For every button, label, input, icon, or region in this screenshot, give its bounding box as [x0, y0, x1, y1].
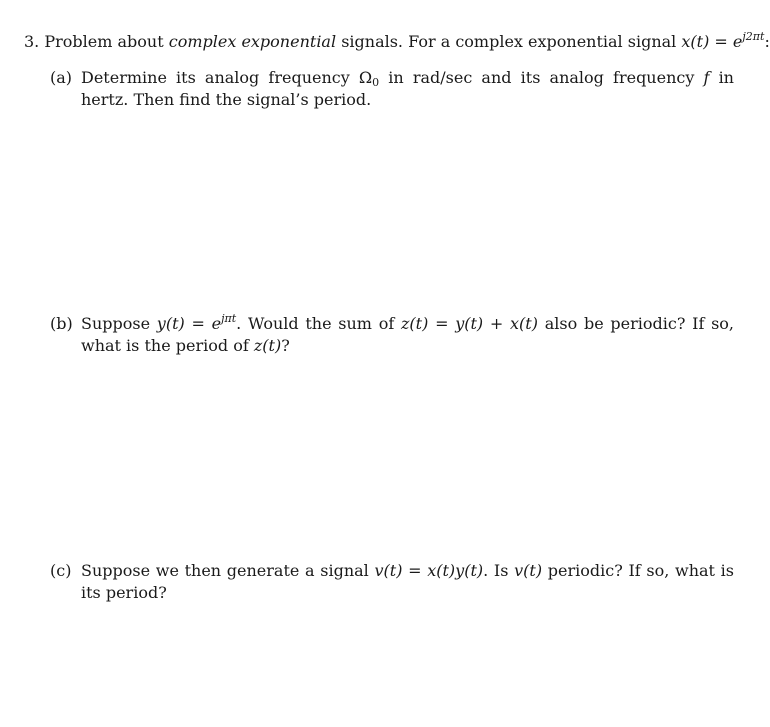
part-a [50, 67, 734, 111]
part-b-text-4: ? [281, 336, 290, 355]
signal-y-base: e [211, 314, 222, 333]
part-a-label: (a) [50, 68, 73, 87]
signal-v: v(t) [374, 561, 403, 580]
problem-intro: Problem about [44, 32, 164, 51]
part-c-text-3: periodic? If so, what is its period? [81, 561, 734, 602]
part-b-text-3: also be periodic? If so, what is the period of [81, 314, 735, 355]
part-b [50, 313, 734, 357]
part-c-text-2: . Is [483, 561, 509, 580]
signal-y-exponent: jπt [221, 312, 237, 325]
omega-symbol [359, 68, 379, 87]
part-c [50, 560, 734, 604]
part-a-text-2: in rad/sec and its analog frequency [388, 68, 695, 87]
signal-equals: = [714, 32, 728, 51]
problem-rest: signals. For a complex exponential signal [341, 32, 677, 51]
problem-emphasis: complex exponential [168, 32, 337, 51]
signal-exponent: j2πt [742, 30, 765, 43]
part-b-equals: = [191, 314, 205, 333]
part-b-text-1: Suppose [81, 314, 151, 333]
signal-product: x(t)y(t) [427, 561, 484, 580]
signal-z-2: z(t) [253, 336, 282, 355]
problem-number: 3. [24, 32, 40, 51]
signal-lhs: x(t) [681, 32, 710, 51]
part-c-text-1: Suppose we then generate a signal [81, 561, 369, 580]
part-c-equals: = [408, 561, 422, 580]
signal-sum: y(t) + x(t) [455, 314, 538, 333]
part-c-label: (c) [50, 561, 72, 580]
signal-base: e [732, 32, 743, 51]
part-b-text-2: . Would the sum of [236, 314, 395, 333]
part-b-text [81, 313, 734, 357]
omega-letter: Ω [358, 68, 373, 87]
frequency-f: f [703, 68, 710, 87]
signal-z: z(t) [401, 314, 429, 333]
part-a-text [81, 67, 734, 111]
signal-y: y(t) [156, 314, 185, 333]
part-b-equals-2: = [435, 314, 449, 333]
part-c-text [81, 560, 734, 604]
signal-expression [733, 32, 765, 51]
part-a-text-3: in hertz. Then find the signal’s period. [81, 68, 734, 109]
omega-subscript: 0 [372, 76, 380, 89]
part-b-label: (b) [50, 314, 73, 333]
problem-end: : [764, 32, 770, 51]
part-a-text-1: Determine its analog frequency [81, 68, 350, 87]
signal-y-expression [212, 314, 237, 333]
signal-v-2: v(t) [514, 561, 543, 580]
